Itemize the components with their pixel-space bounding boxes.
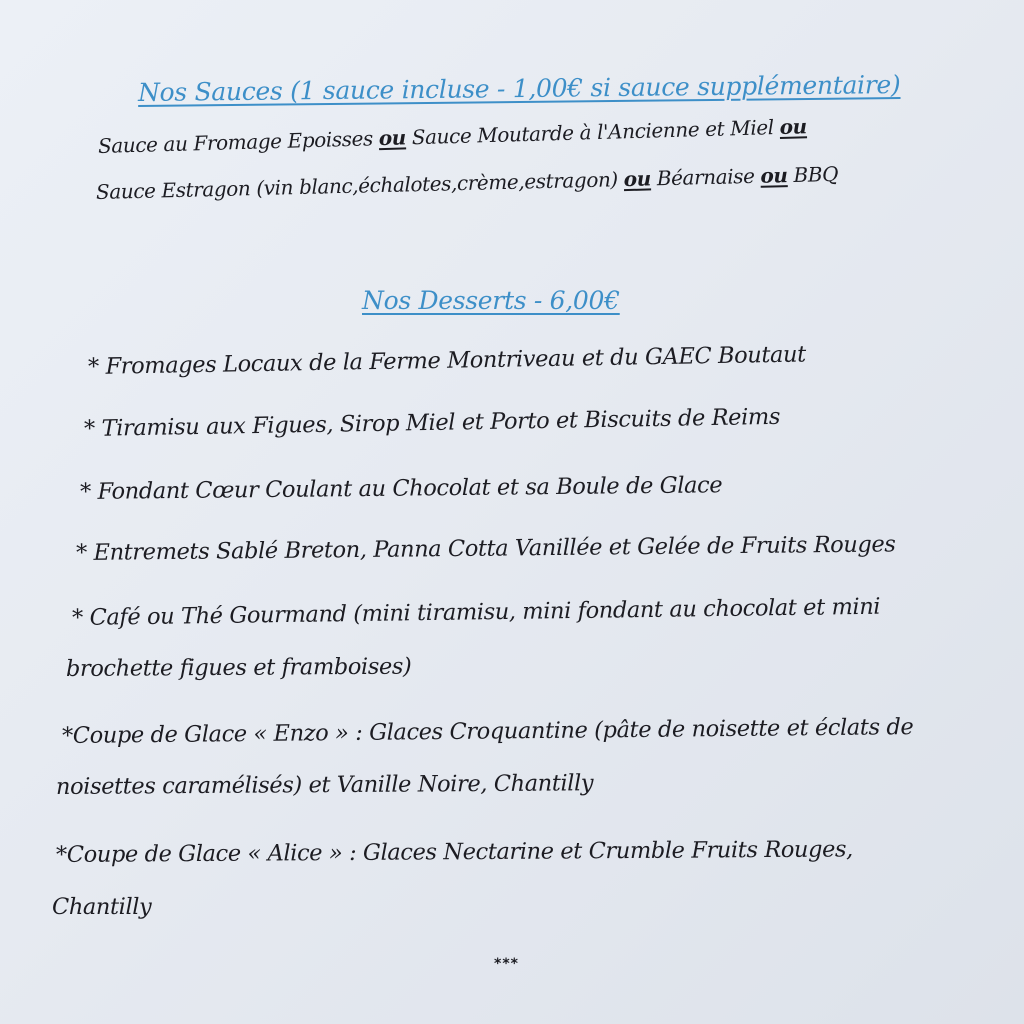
desserts-heading: Nos Desserts - 6,00€ xyxy=(362,286,620,315)
dessert-item-6: *Coupe de Glace « Enzo » : Glaces Croquantine (pâte de noisette et éclats de xyxy=(61,714,914,749)
sauce-line-2-ou-1: ou xyxy=(623,166,652,192)
sauce-line-1 xyxy=(98,114,807,158)
dessert-item-2: * Tiramisu aux Figues, Sirop Miel et Porto et Biscuits de Reims xyxy=(83,403,781,442)
dessert-item-4: * Entremets Sablé Breton, Panna Cotta Vanillée et Gelée de Fruits Rouges xyxy=(75,531,896,566)
sauce-line-1-part-1: Sauce au Fromage Epoisses xyxy=(97,126,380,158)
sauce-line-2-part-1: Sauce Estragon (vin blanc,échalotes,crème,estragon) xyxy=(95,167,625,204)
sauce-line-1-ou-1: ou xyxy=(378,125,407,151)
dessert-item-5: * Café ou Thé Gourmand (mini tiramisu, mini fondant au chocolat et mini xyxy=(71,593,881,631)
sauces-heading: Nos Sauces (1 sauce incluse - 1,00€ si sauce supplémentaire) xyxy=(137,70,901,107)
sauce-line-2 xyxy=(96,162,839,204)
dessert-item-6-cont: noisettes caramélisés) et Vanille Noire, Chantilly xyxy=(55,770,594,800)
dessert-item-5-cont: brochette figues et framboises) xyxy=(65,653,412,682)
sauce-line-2-ou-2: ou xyxy=(760,163,788,188)
dessert-item-7: *Coupe de Glace « Alice » : Glaces Nectarine et Crumble Fruits Rouges, xyxy=(55,836,853,868)
footer-separator: *** xyxy=(494,956,519,972)
dessert-item-7-cont: Chantilly xyxy=(52,894,152,920)
dessert-item-3: * Fondant Cœur Coulant au Chocolat et sa Boule de Glace xyxy=(79,472,723,505)
sauce-line-2-part-3: BBQ xyxy=(787,161,839,188)
dessert-item-1: * Fromages Locaux de la Ferme Montriveau et du GAEC Boutaut xyxy=(87,341,807,380)
sauce-line-1-ou-2: ou xyxy=(779,114,808,139)
sauce-line-2-part-2: Béarnaise xyxy=(650,163,761,191)
sauce-line-1-part-2: Sauce Moutarde à l'Ancienne et Miel xyxy=(405,114,780,150)
